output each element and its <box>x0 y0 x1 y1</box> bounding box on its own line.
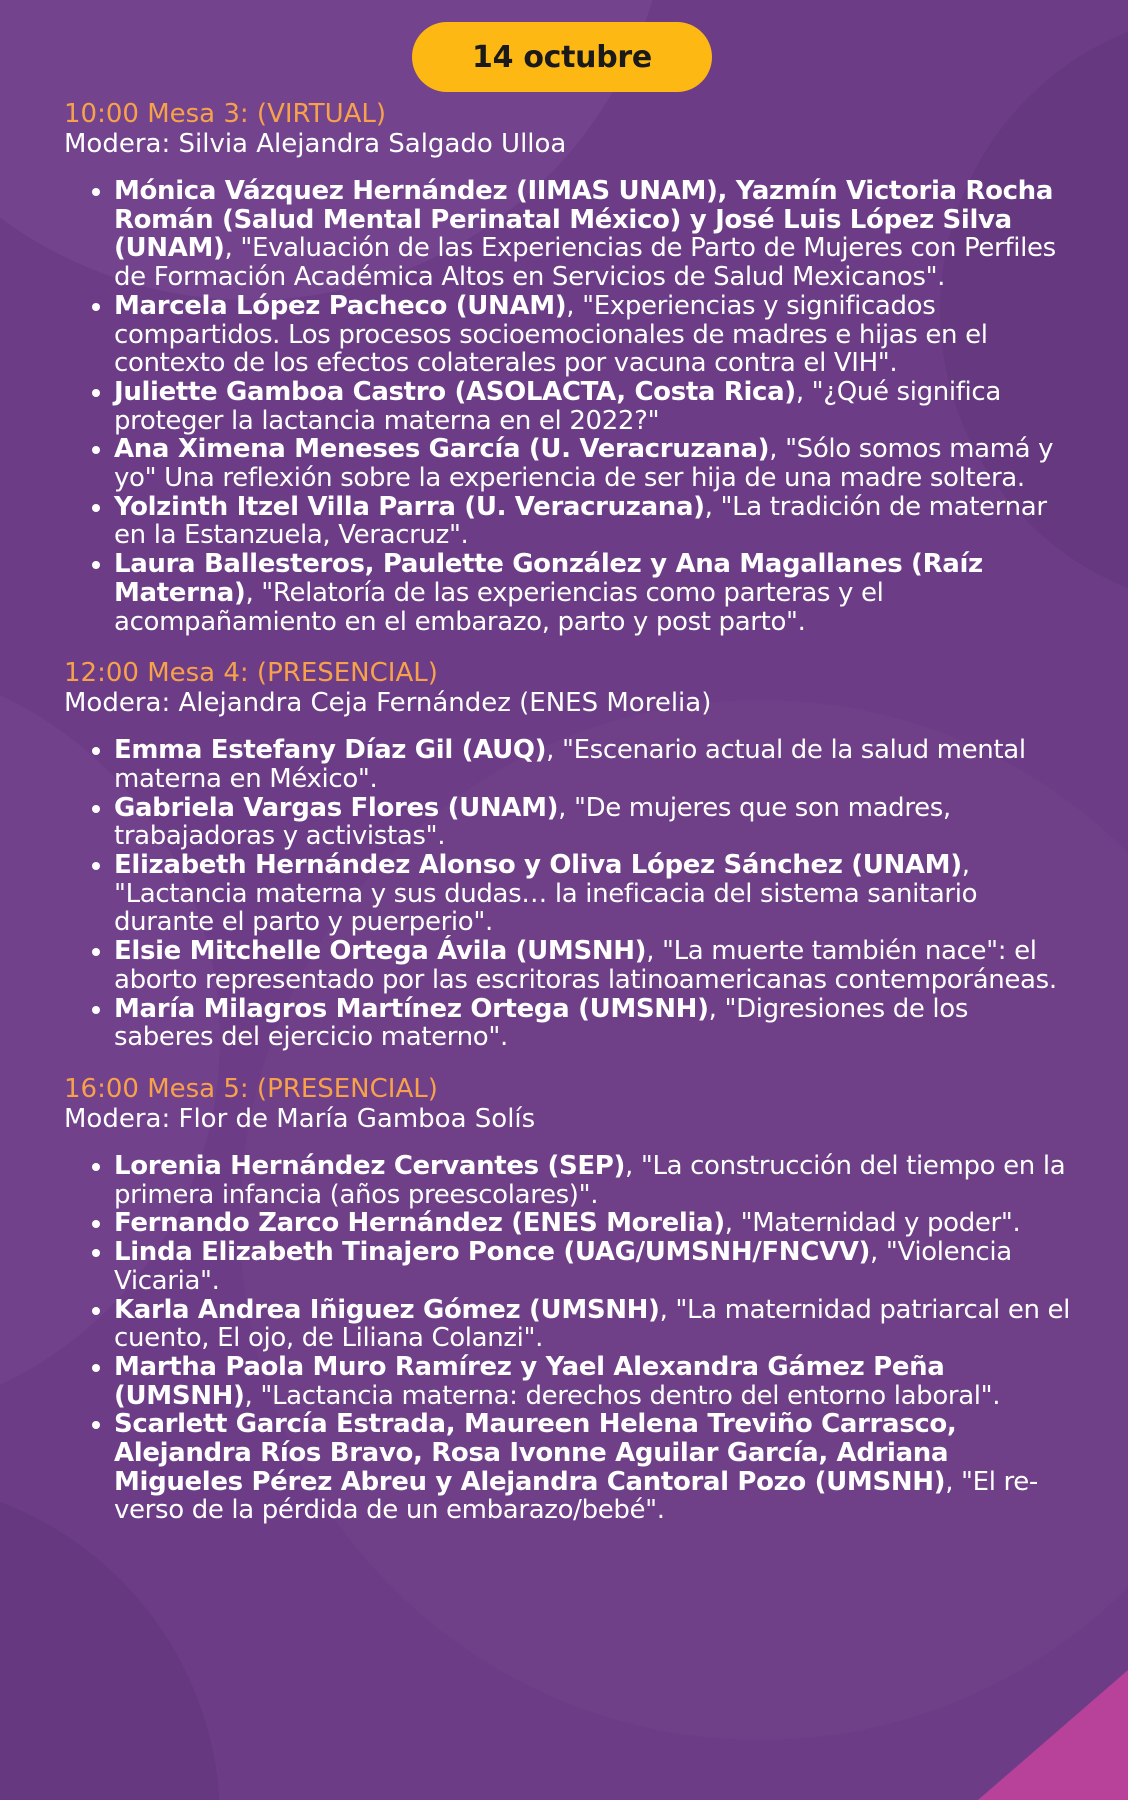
talk-list <box>64 177 1074 636</box>
talk-authors: Yolzinth Itzel Villa Parra (U. Veracruzana) <box>114 491 705 522</box>
talk-title: , "Lactancia materna y sus dudas… la ineficacia del sistema sanitario durante el parto y puerperio". <box>114 850 978 938</box>
session-block <box>64 99 1074 636</box>
session-moderator: Modera: Flor de María Gamboa Solís <box>64 1103 536 1134</box>
talk-item <box>114 1410 1074 1525</box>
talk-item <box>114 435 1074 492</box>
talk-title: , "Maternidad y poder". <box>724 1208 1021 1239</box>
talk-authors: María Milagros Martínez Ortega (UMSNH) <box>114 993 709 1024</box>
talk-title: , "De mujeres que son madres, trabajadoras y activistas". <box>114 792 951 852</box>
talk-title: , "El re-verso de la pérdida de un embarazo/bebé". <box>114 1466 1038 1526</box>
talk-item <box>114 378 1074 435</box>
talk-item <box>114 851 1074 937</box>
talk-title: , "La maternidad patriarcal en el cuento, El ojo, de Liliana Colanzi". <box>114 1294 1071 1354</box>
talk-authors: Mónica Vázquez Hernández (IIMAS UNAM), Yazmín Victoria Rocha Román (Salud Mental Perinatal México) y José Luis López Silva (UNAM) <box>114 176 1054 264</box>
talk-item <box>114 1353 1074 1410</box>
talk-title: , "La construcción del tiempo en la primera infancia (años preescolares)". <box>114 1150 1066 1210</box>
session-moderator: Modera: Alejandra Ceja Fernández (ENES Morelia) <box>64 688 712 719</box>
talk-title: , "Digresiones de los saberes del ejercicio materno". <box>114 993 969 1053</box>
talk-title: , "Sólo somos mamá y yo" Una reflexión sobre la experiencia de ser hija de una madre soltera. <box>114 434 1054 494</box>
date-label: 14 octubre <box>472 39 652 75</box>
talk-title: , "Escenario actual de la salud mental materna en México". <box>114 735 1026 794</box>
session-title: 12:00 Mesa 4: (PRESENCIAL) <box>64 658 438 689</box>
talk-item <box>114 1209 1074 1238</box>
talk-item <box>114 177 1074 292</box>
talk-authors: Lorenia Hernández Cervantes (SEP) <box>114 1150 626 1181</box>
talk-authors: Karla Andrea Iñiguez Gómez (UMSNH) <box>114 1294 660 1325</box>
program-content <box>64 99 1074 1547</box>
talk-item <box>114 794 1074 851</box>
talk-item <box>114 1238 1074 1295</box>
talk-authors: Fernando Zarco Hernández (ENES Morelia) <box>114 1208 725 1239</box>
session-block <box>64 1074 1074 1525</box>
talk-authors: Ana Ximena Meneses García (U. Veracruzana) <box>114 434 770 465</box>
session-title: 16:00 Mesa 5: (PRESENCIAL) <box>64 1073 438 1104</box>
talk-title: , "La tradición de maternar en la Estanzuela, Veracruz". <box>114 491 1047 551</box>
talk-title: , "Evaluación de las Experiencias de Parto de Mujeres con Perfiles de Formación Académica Altos en Servicios de Salud Mexicanos". <box>114 233 1056 293</box>
talk-item <box>114 550 1074 636</box>
talk-authors: Elsie Mitchelle Ortega Ávila (UMSNH) <box>114 936 647 967</box>
talk-title: , "Lactancia materna: derechos dentro del entorno laboral". <box>244 1380 1001 1411</box>
talk-item <box>114 1296 1074 1353</box>
talk-item <box>114 995 1074 1052</box>
talk-item <box>114 937 1074 994</box>
talk-list <box>64 1152 1074 1525</box>
talk-title: , "Relatoría de las experiencias como parteras y el acompañamiento en el embarazo, parto y post parto". <box>114 577 884 637</box>
talk-title: , "Experiencias y significados compartidos. Los procesos socioemocionales de madres e hijas en el contexto de los efectos colaterales por vacuna contra el VIH". <box>114 290 988 379</box>
session-title: 10:00 Mesa 3: (VIRTUAL) <box>64 99 387 129</box>
talk-authors: Gabriela Vargas Flores (UNAM) <box>114 792 559 823</box>
session-block <box>64 658 1074 1052</box>
talk-authors: Scarlett García Estrada, Maureen Helena Treviño Carrasco, Alejandra Ríos Bravo, Rosa Ivonne Aguilar García, Adriana Migueles Pérez Abreu y Alejandra Cantoral Pozo (UMSNH) <box>114 1409 957 1497</box>
talk-item <box>114 1152 1074 1209</box>
talk-authors: Martha Paola Muro Ramírez y Yael Alexandra Gámez Peña (UMSNH) <box>114 1351 945 1411</box>
talk-authors: Elizabeth Hernández Alonso y Oliva López Sánchez (UNAM) <box>114 850 962 881</box>
talk-title: , "¿Qué significa proteger la lactancia materna en el 2022?" <box>114 376 1001 436</box>
talk-item <box>114 493 1074 550</box>
talk-authors: Emma Estefany Díaz Gil (AUQ) <box>114 735 547 766</box>
talk-authors: Linda Elizabeth Tinajero Ponce (UAG/UMSNH/FNCVV) <box>114 1237 871 1268</box>
session-moderator: Modera: Silvia Alejandra Salgado Ulloa <box>64 129 567 159</box>
talk-authors: Laura Ballesteros, Paulette González y Ana Magallanes (Raíz Materna) <box>114 549 983 608</box>
talk-authors: Juliette Gamboa Castro (ASOLACTA, Costa Rica) <box>114 376 796 407</box>
talk-authors: Marcela López Pacheco (UNAM) <box>114 290 567 321</box>
talk-title: , "La muerte también nace": el aborto representado por las escritoras latinoamericanas contemporáneas. <box>114 936 1057 995</box>
talk-list <box>64 736 1074 1052</box>
talk-item <box>114 736 1074 793</box>
talk-item <box>114 292 1074 378</box>
talk-title: , "Violencia Vicaria". <box>114 1237 1012 1296</box>
date-badge <box>412 22 712 92</box>
